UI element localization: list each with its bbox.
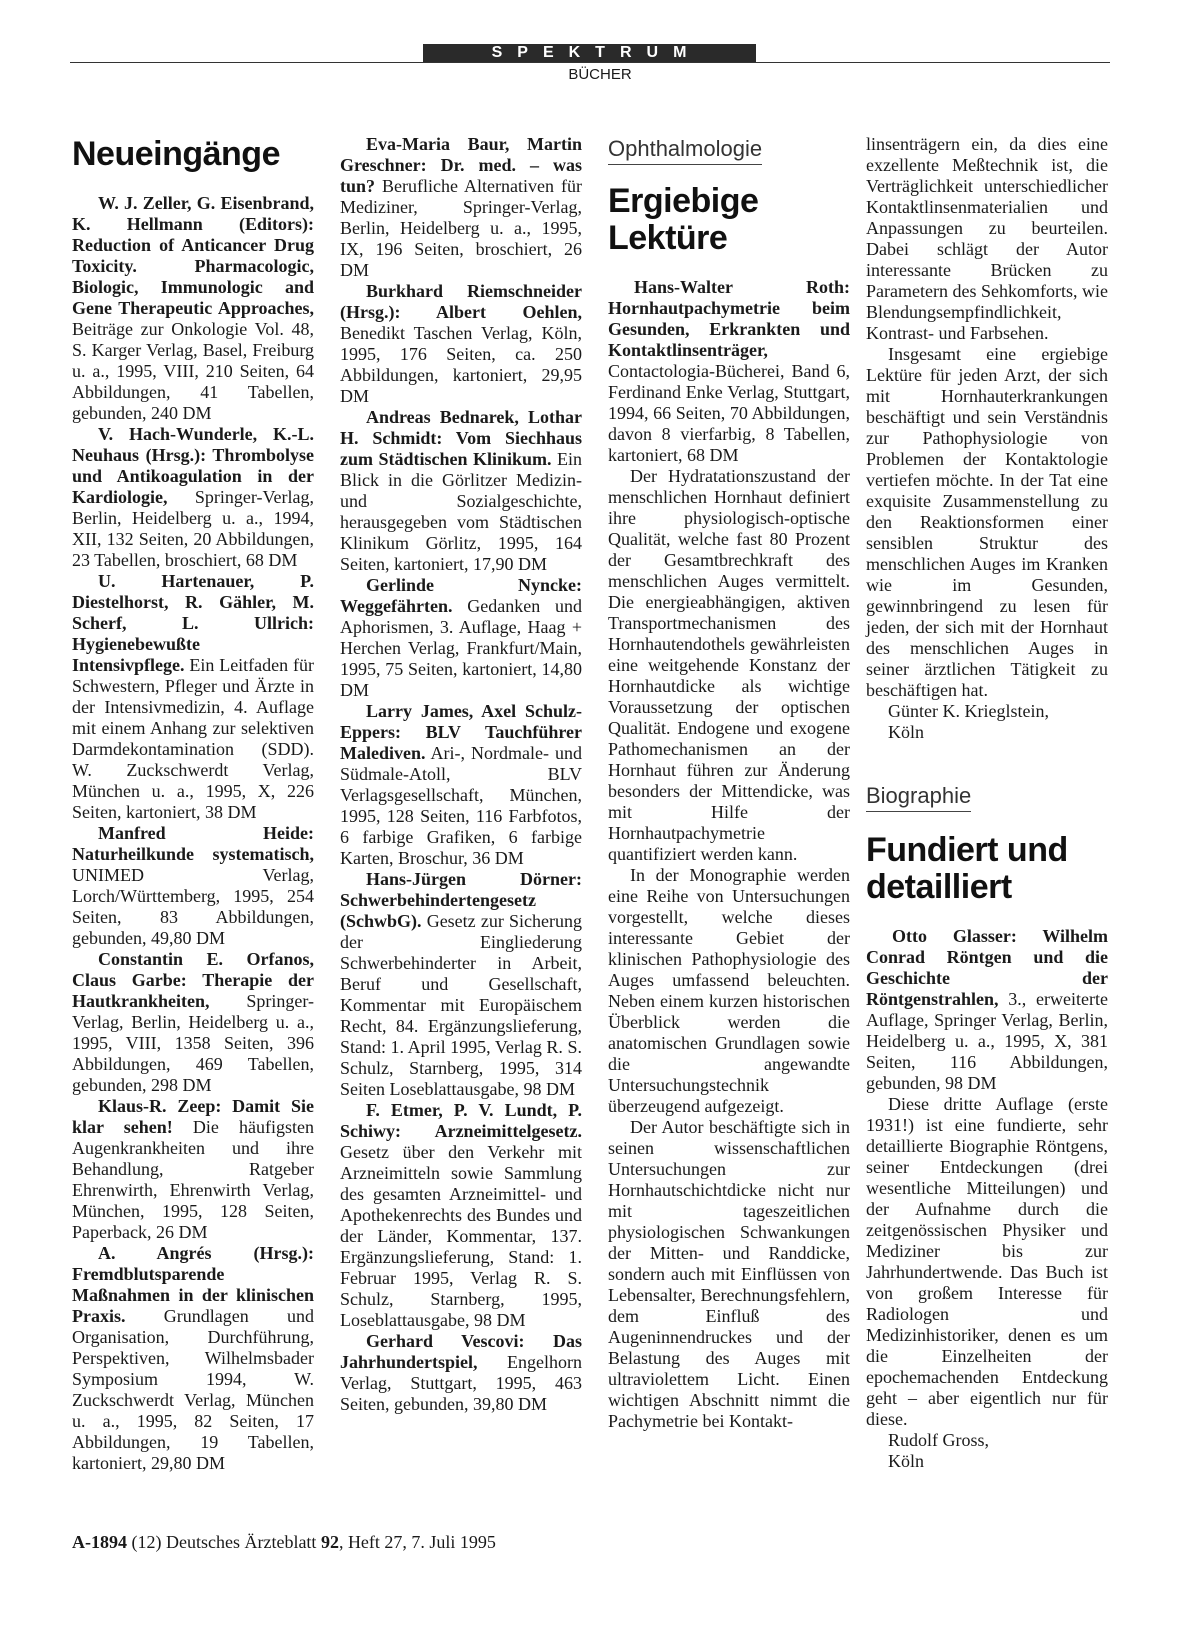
- header-kicker: SPEKTRUM: [491, 44, 702, 61]
- book-entry: [72, 571, 314, 823]
- page-footer: [72, 1532, 496, 1553]
- header-rule: [70, 62, 1110, 63]
- review-paragraph: Insgesamt eine ergiebige Lektüre für jeden Arzt, der sich mit Hornhauterkrankungen beschäftigt und sein Verständnis zur Pathophysiologie von Problemen der Kontaktologie vertiefen möchte. In der Tat eine exquisite Zusammenstellung zu den Reaktionsformen einer sensiblen Struktur des menschlichen Auges im Kranken wie im Gesunden, gewinnbringend zu lesen für jeden, der sich mit der Hornhaut des menschlichen Auges in seiner ärztlichen Tätigkeit zu beschäftigen hat.: [866, 344, 1108, 700]
- book-bib: A. Angrés (Hrsg.): Fremdblutsparende Maßnahmen in der klinischen Praxis.: [72, 1243, 314, 1326]
- book-bib: Larry James, Axel Schulz-Eppers: BLV Tauchführer Malediven.: [340, 701, 582, 763]
- book-entry: [340, 281, 582, 407]
- reviewer-signature: [866, 1430, 1108, 1472]
- book-bib: Constantin E. Orfanos, Claus Garbe: Therapie der Hautkrankheiten,: [72, 949, 314, 1011]
- book-details: Beiträge zur Onkologie Vol. 48, S. Karger Verlag, Basel, Freiburg u. a., 1995, VIII, 210 Seiten, 64 Abbildungen, 41 Tabellen, gebunden, 240 DM: [72, 319, 314, 423]
- reviewer-name: Günter K. Krieglstein,: [888, 701, 1049, 721]
- review-paragraph: Diese dritte Auflage (erste 1931!) ist eine fundierte, sehr detaillierte Biographie Röntgens, seiner Entdeckungen (drei wesentliche Mitteilungen) und der Aufnahme durch die zeitgenössischen Physiker und Mediziner bis zur Jahrhundertwende. Das Buch ist von großem Interesse für Radiologen und Medizinhistoriker, denen es um die Einzelheiten der epochemachenden Entdeckung geht – aber eigentlich nur für diese.: [866, 1094, 1108, 1429]
- book-details: Engelhorn Verlag, Stuttgart, 1995, 463 Seiten, gebunden, 39,80 DM: [340, 1352, 582, 1414]
- book-entry: [72, 424, 314, 571]
- column-4: [866, 134, 1108, 1472]
- book-entry: [72, 1096, 314, 1243]
- book-bib: Otto Glasser: Wilhelm Conrad Röntgen und die Geschichte der Röntgenstrahlen,: [866, 926, 1108, 1009]
- review-kicker: [608, 136, 850, 165]
- book-bib: U. Hartenauer, P. Diestelhorst, R. Gähler, M. Scherf, L. Ullrich: Hygienebewußte Intensivpflege.: [72, 571, 314, 675]
- book-entry: [340, 869, 582, 1100]
- book-entry: [72, 949, 314, 1096]
- ophthalmologie-kicker: Ophthalmologie: [608, 136, 762, 165]
- book-entry: [340, 1100, 582, 1331]
- reviewer-city: Köln: [888, 722, 924, 742]
- book-bib: Eva-Maria Baur, Martin Greschner: Dr. med. – was tun?: [340, 134, 582, 196]
- book-bib: Klaus-R. Zeep: Damit Sie klar sehen!: [72, 1096, 314, 1137]
- book-details: Berufliche Alternativen für Mediziner, Springer-Verlag, Berlin, Heidelberg u. a., 1995, IX, 196 Seiten, broschiert, 26 DM: [340, 176, 582, 280]
- header-section: BÜCHER: [568, 66, 632, 83]
- column-2: [340, 134, 582, 1415]
- review-paragraph: In der Monographie werden eine Reihe von Untersuchungen vorgestellt, welche dieses interessante Gebiet der klinischen Pathophysiologie des Auges umfassend beleuchten. Neben einem kurzen historischen Überblick werden die anatomischen Grundlagen sowie die angewandte Untersuchungstechnik überzeugend aufgezeigt.: [608, 865, 850, 1116]
- book-bib: Gerhard Vescovi: Das Jahrhundertspiel,: [340, 1331, 582, 1372]
- review-kicker: [866, 783, 1108, 812]
- book-details: Grundlagen und Organisation, Durchführung, Perspektiven, Wilhelmsbader Symposium 1994, W. Zuckschwerdt Verlag, München u. a., 1995, 82 Seiten, 17 Abbildungen, 19 Tabellen, kartoniert, 29,80 DM: [72, 1306, 314, 1473]
- book-entry: [72, 1243, 314, 1474]
- page-number: A-1894: [72, 1532, 127, 1552]
- book-details: Ein Blick in die Görlitzer Medizin- und Sozialgeschichte, herausgegeben vom Städtischen Klinikum Görlitz, 1995, 164 Seiten, kartoniert, 17,90 DM: [340, 449, 582, 574]
- book-entry: [340, 407, 582, 575]
- book-bib: Hans-Jürgen Dörner: Schwerbehindertengesetz (SchwbG).: [340, 869, 582, 931]
- book-details: UNIMED Verlag, Lorch/Württemberg, 1995, 254 Seiten, 83 Abbildungen, gebunden, 49,80 DM: [72, 865, 314, 948]
- footer-journal: (12) Deutsches Ärzteblatt: [127, 1532, 321, 1552]
- book-details: Gesetz über den Verkehr mit Arzneimitteln sowie Sammlung des gesamten Arzneimittel- und Apothekenrechts des Bundes und der Länder, Kommentar, 137. Ergänzungslieferung, Stand: 1. Februar 1995, Verlag R. S. Schulz, Starnberg, 1995, Loseblattausgabe, 98 DM: [340, 1142, 582, 1330]
- book-list: [72, 193, 314, 1474]
- biographie-kicker: Biographie: [866, 783, 971, 812]
- column-3: [608, 136, 850, 1432]
- footer-issue: , Heft 27, 7. Juli 1995: [338, 1532, 496, 1552]
- review-paragraph: Der Hydratationszustand der menschlichen Hornhaut definiert ihre physiologisch-optische Qualität, welche fast 80 Prozent der Gesamtbrechkraft des menschlichen Auges vermittelt. Die energieabhängigen, aktiven Transportmechanismen des Hornhautendothels gewährleisten eine weitgehende Konstanz der Hornhautdicke als wichtige Voraussetzung der optischen Qualität. Endogene und exogene Pathomechanismen an der Hornhaut führen zur Änderung besonders der Mittendicke, was mit Hilfe der Hornhautpachymetrie quantifiziert werden kann.: [608, 466, 850, 864]
- book-entry: [340, 575, 582, 701]
- neueingaenge-heading: Neueingänge: [72, 135, 280, 173]
- book-details: Die häufigsten Augenkrankheiten und ihre Behandlung, Ratgeber Ehrenwirth, Ehrenwirth Verlag, München, 1995, 128 Seiten, Paperback, 26 DM: [72, 1117, 314, 1242]
- book-entry: [72, 193, 314, 424]
- book-bib: F. Etmer, P. V. Lundt, P. Schiwy: Arzneimittelgesetz.: [340, 1100, 582, 1141]
- book-details: Contactologia-Bücherei, Band 6, Ferdinand Enke Verlag, Stuttgart, 1994, 66 Seiten, 70 Abbildungen, davon 8 vierfarbig, 8 Tabellen, kartoniert, 68 DM: [608, 361, 850, 465]
- review-title: Fundiert und detailliert: [866, 831, 1068, 906]
- footer-volume: 92: [320, 1532, 339, 1552]
- book-entry: [340, 134, 582, 281]
- book-entry: [340, 1331, 582, 1415]
- book-bib: Manfred Heide: Naturheilkunde systematisch,: [72, 823, 314, 864]
- book-details: Springer-Verlag, Berlin, Heidelberg u. a., 1995, VIII, 1358 Seiten, 396 Abbildungen, 469 Tabellen, gebunden, 298 DM: [72, 991, 314, 1095]
- book-entry: [72, 823, 314, 949]
- book-bib: W. J. Zeller, G. Eisenbrand, K. Hellmann (Editors): Reduction of Anticancer Drug Toxicity. Pharmacologic, Biologic, Immunologic and Gene Therapeutic Approaches,: [72, 193, 314, 318]
- review-paragraph: linsenträgern ein, da dies eine exzellente Meßtechnik ist, die Verträglichkeit unterschiedlicher Kontaktlinsenmaterialien und Anpassungen zu beurteilen. Dabei schlägt der Autor interessante Brücken zu Parametern des Sehkomforts, wie Blendungsempfindlichkeit, Kontrast- und Farbsehen.: [866, 134, 1108, 343]
- book-details: Gesetz zur Sicherung der Eingliederung Schwerbehinderter in Arbeit, Beruf und Gesellschaft, Kommentar mit Europäischem Recht, 84. Ergänzungslieferung, Stand: 1. April 1995, Verlag R. S. Schulz, Starnberg, 1995, 314 Seiten Loseblattausgabe, 98 DM: [340, 911, 582, 1099]
- review-bib: [866, 926, 1108, 1094]
- reviewer-signature: [866, 701, 1108, 743]
- book-details: Ein Leitfaden für Schwestern, Pfleger und Ärzte in der Intensivmedizin, 4. Auflage mit einem Anhang zur selektiven Darmdekontamination (SDD). W. Zuckschwerdt Verlag, München u. a., 1995, X, 226 Seiten, kartoniert, 38 DM: [72, 655, 314, 822]
- book-details: 3., erweiterte Auflage, Springer Verlag, Berlin, Heidelberg u. a., 1995, X, 381 Seiten, 116 Abbildungen, gebunden, 98 DM: [866, 989, 1108, 1093]
- column-1: [72, 136, 314, 1474]
- review-paragraph: Der Autor beschäftigte sich in seinen wissenschaftlichen Untersuchungen zur Hornhautschichtdicke nicht nur mit tageszeitlichen physiologischen Schwankungen der Mitten- und Randdicke, sondern auch mit Einflüssen von Lebensalter, Berechnungsfehlern, dem Einfluß des Augeninnendruckes und der Belastung des Auges mit ultraviolettem Licht. Einen wichtigen Abschnitt nimmt die Pachymetrie bei Kontakt-: [608, 1117, 850, 1431]
- reviewer-city: Köln: [888, 1451, 924, 1471]
- book-details: Gedanken und Aphorismen, 3. Auflage, Haag + Herchen Verlag, Frankfurt/Main, 1995, 75 Seiten, kartoniert, 14,80 DM: [340, 596, 582, 700]
- book-bib: Burkhard Riemschneider (Hrsg.): Albert Oehlen,: [340, 281, 582, 322]
- reviewer-name: Rudolf Gross,: [888, 1430, 990, 1450]
- book-bib: V. Hach-Wunderle, K.-L. Neuhaus (Hrsg.): Thrombolyse und Antikoagulation in der Kardiologie,: [72, 424, 314, 507]
- book-details: Benedikt Taschen Verlag, Köln, 1995, 176 Seiten, ca. 250 Abbildungen, kartoniert, 29,95 DM: [340, 323, 582, 406]
- review-title: Ergiebige Lektüre: [608, 182, 759, 257]
- book-entry: [340, 701, 582, 869]
- book-details: Springer-Verlag, Berlin, Heidelberg u. a., 1994, XII, 132 Seiten, 20 Abbildungen, 23 Tabellen, broschiert, 68 DM: [72, 487, 314, 570]
- book-details: Ari-, Nordmale- und Südmale-Atoll, BLV Verlagsgesellschaft, München, 1995, 128 Seiten, 116 Farbfotos, 6 farbige Grafiken, 6 farbige Karten, Broschur, 36 DM: [340, 743, 582, 868]
- book-bib: Hans-Walter Roth: Hornhautpachymetrie beim Gesunden, Erkrankten und Kontaktlinsenträger,: [608, 277, 850, 360]
- book-bib: Gerlinde Nyncke: Weggefährten.: [340, 575, 582, 616]
- book-bib: Andreas Bednarek, Lothar H. Schmidt: Vom Siechhaus zum Städtischen Klinikum.: [340, 407, 582, 469]
- review-bib: [608, 277, 850, 466]
